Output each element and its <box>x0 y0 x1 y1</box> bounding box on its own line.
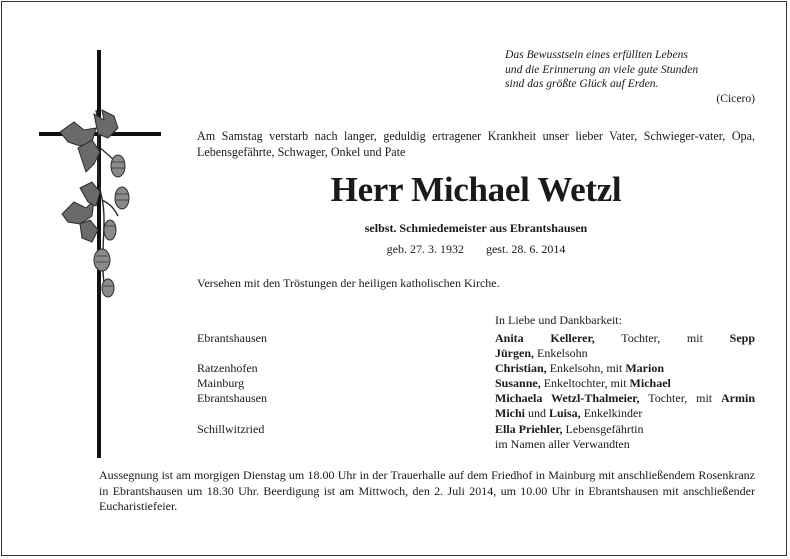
death-date: gest. 28. 6. 2014 <box>485 242 566 256</box>
deceased-name: Herr Michael Wetzl <box>330 170 622 209</box>
place-name: Ratzenhofen <box>197 361 258 376</box>
mourner-line: Jürgen, Enkelsohn <box>495 346 588 361</box>
hop-vine-icon <box>58 108 138 304</box>
intro-text: Am Samstag verstarb nach langer, geduldig ertragener Krankheit unser lieber Vater, Schwieger-vater, Opa, Lebensgefährte, Schwager, Onkel und Pate <box>197 129 755 159</box>
mourner-line: Ella Priehler, Lebensgefährtin <box>495 421 644 436</box>
mourner-line: Michaela Wetzl-Thalmeier, Tochter, mit Armin <box>495 391 756 406</box>
mourner-line: im Namen aller Verwandten <box>495 436 630 451</box>
funeral-details: Aussegnung ist am morgigen Dienstag um 18.00 Uhr in der Trauerhalle auf dem Friedhof in Mainburg mit anschließendem Rosenkranz in Ebrantshausen um 18.30 Uhr. Beerdigung ist am Mittwoch, den 2. Juli 2014, um 10.00 Uhr in Ebrantshausen mit anschließender Eucharistiefeier. <box>99 468 755 513</box>
quote-line: Das Bewusstsein eines erfüllten Lebens <box>505 48 688 61</box>
cicero-quote <box>505 48 755 106</box>
rites-text: Versehen mit den Tröstungen der heiligen katholischen Kirche. <box>197 276 500 290</box>
life-dates <box>197 242 755 257</box>
quote-source: (Cicero) <box>716 91 755 105</box>
mourner-line: Michi und Luisa, Enkelkinder <box>495 406 643 421</box>
quote-line: sind das größte Glück auf Erden. <box>505 77 659 90</box>
places-column <box>197 331 267 437</box>
quote-line: und die Erinnerung an viele gute Stunden <box>505 62 699 76</box>
deceased-title: selbst. Schmiedemeister aus Ebrantshausen <box>364 221 588 235</box>
mourner-line: Anita Kellerer, Tochter, mit Sepp <box>495 331 755 345</box>
mourner-line: Christian, Enkelsohn, mit Marion <box>495 361 665 376</box>
place-name: Mainburg <box>197 376 245 391</box>
thanks-heading: In Liebe und Dankbarkeit: <box>495 313 622 327</box>
place-name: Ebrantshausen <box>197 391 267 406</box>
place-name: Schillwitzried <box>197 421 265 436</box>
birth-date: geb. 27. 3. 1932 <box>386 242 464 256</box>
place-name: Ebrantshausen <box>197 331 267 345</box>
mourner-line: Susanne, Enkeltochter, mit Michael <box>495 376 671 391</box>
mourners-column <box>495 331 755 452</box>
